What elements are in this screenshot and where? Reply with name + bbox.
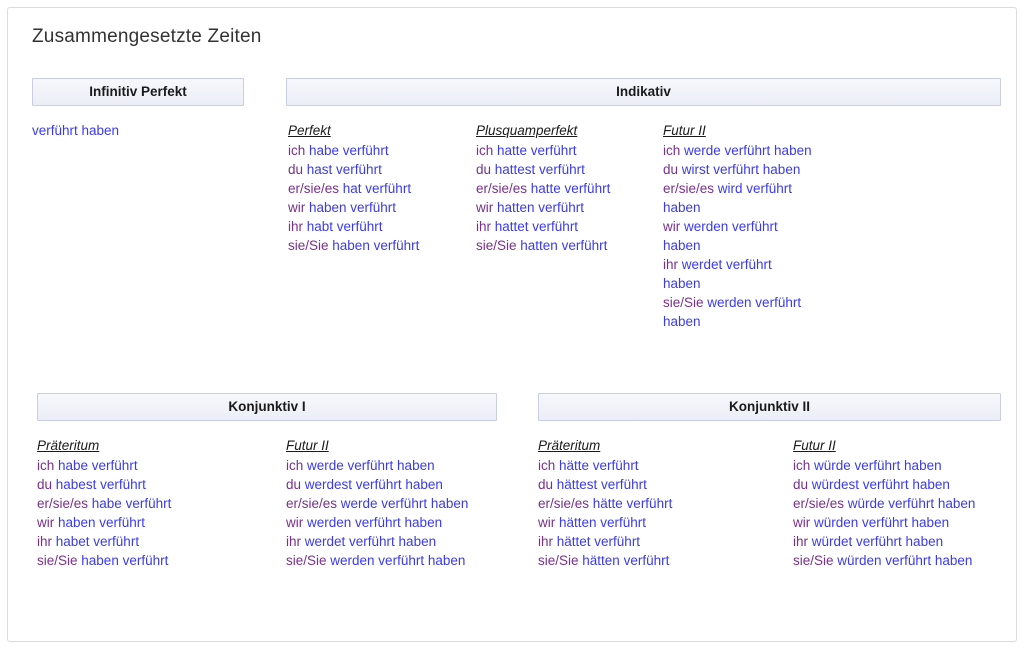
- section-header-konjunktiv-1: Konjunktiv I: [37, 393, 497, 421]
- conjugation-card: [7, 7, 1017, 642]
- conjugation-line: [793, 456, 1008, 475]
- conjugation-line: [538, 532, 773, 551]
- verb-form: werde verführt haben: [307, 458, 435, 473]
- conjugation-line: [538, 494, 773, 513]
- block-title: Präteritum: [538, 438, 601, 453]
- verb-form: hatte verführt: [497, 143, 577, 158]
- pronoun: du: [538, 477, 557, 492]
- pronoun: er/sie/es: [37, 496, 92, 511]
- verb-form: würdest verführt haben: [811, 477, 950, 492]
- pronoun: ihr: [663, 257, 682, 272]
- pronoun: wir: [538, 515, 559, 530]
- conjugation-line: [286, 475, 501, 494]
- conjugation-line: [37, 513, 267, 532]
- verb-form: werden verführt haben: [663, 295, 802, 329]
- pronoun: er/sie/es: [288, 181, 343, 196]
- block-title: Präteritum: [37, 438, 100, 453]
- verb-form: hattest verführt: [494, 162, 585, 177]
- verb-form: würde verführt haben: [814, 458, 942, 473]
- block-konjunktiv1-futur-zwei: [286, 436, 501, 570]
- pronoun: ich: [793, 458, 815, 473]
- verb-form: würde verführt haben: [847, 496, 976, 511]
- verb-form: hatten verführt: [497, 200, 585, 215]
- verb-form: haben verführt: [332, 238, 420, 253]
- conjugation-line: [793, 551, 1008, 570]
- conjugation-line: [538, 551, 773, 570]
- conjugation-line: [286, 551, 501, 570]
- conjugation-line: [286, 532, 501, 551]
- conjugation-line: [32, 121, 262, 140]
- verb-form: habe verführt: [58, 458, 138, 473]
- pronoun: du: [476, 162, 495, 177]
- conjugation-line: [37, 494, 267, 513]
- conjugation-line: [538, 475, 773, 494]
- conjugation-line: [793, 494, 1008, 513]
- conjugation-line: [288, 141, 458, 160]
- pronoun: ihr: [288, 219, 307, 234]
- verb-form: hat verführt: [342, 181, 412, 196]
- pronoun: wir: [288, 200, 309, 215]
- pronoun: du: [663, 162, 682, 177]
- pronoun: du: [37, 477, 56, 492]
- verb-form: habe verführt: [91, 496, 172, 511]
- conjugation-line: [663, 179, 813, 217]
- pronoun: ihr: [286, 534, 305, 549]
- verb-form: haben verführt: [58, 515, 146, 530]
- pronoun: er/sie/es: [793, 496, 848, 511]
- pronoun: sie/Sie: [476, 238, 521, 253]
- block-title: Perfekt: [288, 123, 331, 138]
- conjugation-line: [37, 475, 267, 494]
- pronoun: wir: [476, 200, 497, 215]
- conjugation-line: [476, 179, 651, 198]
- conjugation-line: [476, 160, 651, 179]
- verb-form: hattet verführt: [494, 219, 579, 234]
- pronoun: wir: [663, 219, 684, 234]
- pronoun: er/sie/es: [663, 181, 718, 196]
- verb-form: werde verführt haben: [684, 143, 812, 158]
- conjugation-line: [286, 456, 501, 475]
- verb-form: verführt haben: [32, 123, 120, 138]
- verb-form: hast verführt: [306, 162, 382, 177]
- pronoun: ich: [288, 143, 310, 158]
- block-infinitiv-perfekt: [32, 121, 262, 140]
- verb-form: haben verführt: [81, 553, 169, 568]
- conjugation-line: [538, 513, 773, 532]
- pronoun: sie/Sie: [37, 553, 82, 568]
- conjugation-line: [793, 532, 1008, 551]
- verb-form: hättet verführt: [556, 534, 641, 549]
- conjugation-line: [286, 494, 501, 513]
- section-header-infinitiv-perfekt: Infinitiv Perfekt: [32, 78, 244, 106]
- conjugation-line: [37, 551, 267, 570]
- pronoun: ich: [286, 458, 308, 473]
- pronoun: ihr: [476, 219, 495, 234]
- section-header-indikativ: Indikativ: [286, 78, 1001, 106]
- verb-form: hätte verführt: [559, 458, 639, 473]
- conjugation-line: [288, 179, 458, 198]
- pronoun: sie/Sie: [288, 238, 333, 253]
- conjugation-line: [793, 513, 1008, 532]
- verb-form: werde verführt haben: [340, 496, 469, 511]
- pronoun: wir: [793, 515, 814, 530]
- pronoun: ich: [663, 143, 685, 158]
- pronoun: ich: [538, 458, 560, 473]
- block-title: Futur II: [793, 438, 836, 453]
- verb-form: werden verführt haben: [307, 515, 443, 530]
- pronoun: ihr: [538, 534, 557, 549]
- verb-form: habe verführt: [309, 143, 389, 158]
- pronoun: du: [793, 477, 812, 492]
- verb-form: habest verführt: [55, 477, 146, 492]
- pronoun: ich: [476, 143, 498, 158]
- verb-form: würden verführt haben: [814, 515, 950, 530]
- pronoun: wir: [286, 515, 307, 530]
- block-konjunktiv1-praeteritum: [37, 436, 267, 570]
- conjugation-line: [286, 513, 501, 532]
- pronoun: er/sie/es: [476, 181, 531, 196]
- verb-form: habt verführt: [306, 219, 383, 234]
- block-title: Plusquamperfekt: [476, 123, 578, 138]
- conjugation-line: [37, 456, 267, 475]
- verb-form: wird verführt haben: [663, 181, 793, 215]
- block-perfekt: [288, 121, 458, 255]
- conjugation-line: [288, 217, 458, 236]
- block-konjunktiv2-futur-zwei: [793, 436, 1008, 570]
- verb-form: werden verführt haben: [663, 219, 778, 253]
- conjugation-line: [663, 141, 813, 160]
- pronoun: sie/Sie: [286, 553, 331, 568]
- verb-form: haben verführt: [309, 200, 397, 215]
- pronoun: du: [288, 162, 307, 177]
- pronoun: ihr: [37, 534, 56, 549]
- verb-form: habet verführt: [55, 534, 140, 549]
- conjugation-line: [663, 217, 813, 255]
- verb-form: werdest verführt haben: [304, 477, 443, 492]
- conjugation-line: [476, 141, 651, 160]
- pronoun: wir: [37, 515, 58, 530]
- pronoun: du: [286, 477, 305, 492]
- conjugation-line: [476, 236, 651, 255]
- pronoun: sie/Sie: [663, 295, 708, 310]
- conjugation-line: [476, 198, 651, 217]
- conjugation-line: [663, 255, 813, 293]
- verb-form: hatten verführt: [520, 238, 608, 253]
- pronoun: sie/Sie: [793, 553, 838, 568]
- section-header-konjunktiv-2: Konjunktiv II: [538, 393, 1001, 421]
- page-title: Zusammengesetzte Zeiten: [32, 26, 262, 47]
- verb-form: hätten verführt: [582, 553, 670, 568]
- conjugation-line: [288, 236, 458, 255]
- pronoun: ihr: [793, 534, 812, 549]
- conjugation-line: [538, 456, 773, 475]
- verb-form: hätten verführt: [559, 515, 647, 530]
- block-title: Futur II: [286, 438, 329, 453]
- pronoun: er/sie/es: [538, 496, 593, 511]
- conjugation-line: [793, 475, 1008, 494]
- verb-form: würden verführt haben: [837, 553, 973, 568]
- conjugation-line: [288, 198, 458, 217]
- verb-form: hätte verführt: [592, 496, 673, 511]
- verb-form: werden verführt haben: [330, 553, 466, 568]
- conjugation-line: [663, 160, 813, 179]
- block-konjunktiv2-praeteritum: [538, 436, 773, 570]
- block-futur-zwei-indikativ: [663, 121, 813, 331]
- conjugation-line: [476, 217, 651, 236]
- verb-form: hättest verführt: [556, 477, 647, 492]
- conjugation-line: [288, 160, 458, 179]
- block-plusquamperfekt: [476, 121, 651, 255]
- verb-form: hatte verführt: [530, 181, 611, 196]
- verb-form: werdet verführt haben: [304, 534, 437, 549]
- conjugation-line: [663, 293, 813, 331]
- block-title: Futur II: [663, 123, 706, 138]
- pronoun: ich: [37, 458, 59, 473]
- pronoun: er/sie/es: [286, 496, 341, 511]
- verb-form: werdet verführt haben: [663, 257, 772, 291]
- verb-form: wirst verführt haben: [681, 162, 801, 177]
- pronoun: sie/Sie: [538, 553, 583, 568]
- conjugation-line: [37, 532, 267, 551]
- verb-form: würdet verführt haben: [811, 534, 944, 549]
